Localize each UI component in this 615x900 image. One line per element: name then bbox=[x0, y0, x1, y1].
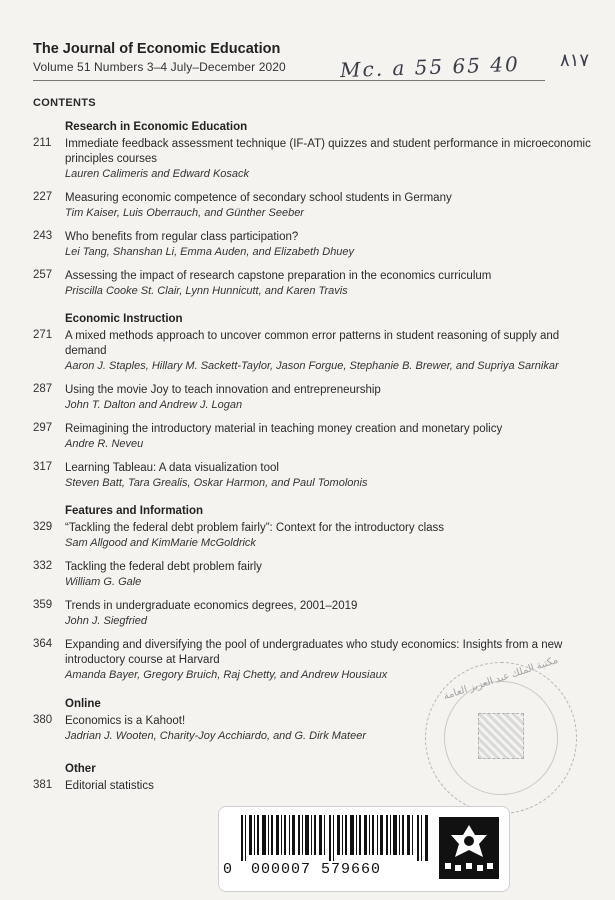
page-number: 227 bbox=[33, 191, 53, 203]
article-authors: John J. Siegfried bbox=[65, 615, 147, 627]
article-authors: Lei Tang, Shanshan Li, Emma Auden, and Elizabeth Dhuey bbox=[65, 246, 355, 258]
article-authors: Priscilla Cooke St. Clair, Lynn Hunnicutt, and Karen Travis bbox=[65, 285, 348, 297]
toc-entry bbox=[33, 422, 593, 452]
page-number: 332 bbox=[33, 560, 53, 572]
article-authors: Jadrian J. Wooten, Charity-Joy Acchiardo, and G. Dirk Mateer bbox=[65, 730, 366, 742]
article-authors: Sam Allgood and KimMarie McGoldrick bbox=[65, 537, 256, 549]
stamp-emblem bbox=[478, 713, 524, 759]
article-authors: Lauren Calimeris and Edward Kosack bbox=[65, 168, 250, 180]
article-title: Assessing the impact of research capstone preparation in the economics curriculum bbox=[65, 270, 492, 282]
section-research bbox=[33, 121, 593, 299]
toc-entry bbox=[33, 383, 593, 413]
article-title: Using the movie Joy to teach innovation and entrepreneurship bbox=[65, 384, 381, 396]
article-authors: Andre R. Neveu bbox=[65, 438, 144, 450]
article-title: Editorial statistics bbox=[65, 780, 154, 792]
journal-title: The Journal of Economic Education bbox=[33, 41, 281, 57]
article-authors: Tim Kaiser, Luis Oberrauch, and Günther Seeber bbox=[65, 207, 304, 219]
handwritten-code: ٨١٧ bbox=[560, 50, 590, 71]
barcode-label bbox=[218, 806, 510, 892]
toc-entry bbox=[33, 560, 593, 590]
section-title: Economic Instruction bbox=[65, 313, 183, 325]
article-title: Economics is a Kahoot! bbox=[65, 715, 186, 727]
page-number: 243 bbox=[33, 230, 53, 242]
article-authors: John T. Dalton and Andrew J. Logan bbox=[65, 399, 243, 411]
article-authors: Amanda Bayer, Gregory Bruich, Raj Chetty, and Andrew Housiaux bbox=[65, 669, 388, 681]
barcode-bars bbox=[241, 815, 431, 861]
page-number: 380 bbox=[33, 714, 53, 726]
article-title: Measuring economic competence of secondary school students in Germany bbox=[65, 192, 452, 204]
toc-entry bbox=[33, 599, 593, 629]
article-authors: William G. Gale bbox=[65, 576, 142, 588]
section-instruction bbox=[33, 313, 593, 491]
toc-entry bbox=[33, 137, 593, 182]
toc-entry bbox=[33, 521, 593, 551]
barcode-number: 000007 579660 bbox=[251, 861, 382, 878]
page-number: 329 bbox=[33, 521, 53, 533]
page-number: 297 bbox=[33, 422, 53, 434]
section-features bbox=[33, 505, 593, 683]
contents-heading: CONTENTS bbox=[33, 97, 96, 109]
toc-entry bbox=[33, 230, 593, 260]
article-title: Trends in undergraduate economics degrees, 2001–2019 bbox=[65, 600, 358, 612]
article-title: Tackling the federal debt problem fairly bbox=[65, 561, 262, 573]
article-authors: Aaron J. Staples, Hillary M. Sackett-Taylor, Jason Forgue, Stephanie B. Brewer, and Supriya Sarnikar bbox=[65, 360, 559, 372]
article-title: Who benefits from regular class participation? bbox=[65, 231, 299, 243]
header-divider bbox=[33, 80, 545, 81]
section-title: Other bbox=[65, 763, 96, 775]
article-title: Immediate feedback assessment technique (IF-AT) quizzes and student performance in microeconomic principles courses bbox=[65, 138, 591, 165]
page-number: 359 bbox=[33, 599, 53, 611]
article-title: Reimagining the introductory material in teaching money creation and monetary policy bbox=[65, 423, 503, 435]
page-number: 317 bbox=[33, 461, 53, 473]
section-title: Features and Information bbox=[65, 505, 204, 517]
library-stamp bbox=[425, 654, 577, 814]
seal-icon bbox=[439, 817, 499, 879]
page-number: 271 bbox=[33, 329, 53, 341]
stamp-text: مكتبة الملك عبد العزيز العامة bbox=[442, 654, 560, 703]
page-number: 257 bbox=[33, 269, 53, 281]
page-number: 287 bbox=[33, 383, 53, 395]
section-title: Online bbox=[65, 698, 101, 710]
page-number: 211 bbox=[33, 137, 52, 149]
article-title: “Tackling the federal debt problem fairly”: Context for the introductory class bbox=[65, 522, 445, 534]
toc-entry bbox=[33, 269, 593, 299]
page-number: 364 bbox=[33, 638, 53, 650]
toc-entry bbox=[33, 461, 593, 491]
section-title: Research in Economic Education bbox=[65, 121, 248, 133]
barcode-lead-digit: 0 bbox=[223, 861, 233, 878]
article-title: Expanding and diversifying the pool of undergraduates who study economics: Insights from a new introductory course at Harvard bbox=[65, 639, 563, 666]
article-title: Learning Tableau: A data visualization tool bbox=[65, 462, 279, 474]
article-authors: Steven Batt, Tara Grealis, Oskar Harmon, and Paul Tomolonis bbox=[65, 477, 368, 489]
article-title: A mixed methods approach to uncover common error patterns in student reasoning of supply and demand bbox=[65, 330, 560, 357]
handwritten-accession: Mc. a 55 65 40 bbox=[339, 51, 521, 83]
toc-entry bbox=[33, 329, 593, 374]
page-number: 381 bbox=[33, 779, 53, 791]
issue-line: Volume 51 Numbers 3–4 July–December 2020 bbox=[33, 60, 286, 74]
toc-entry bbox=[33, 191, 593, 221]
